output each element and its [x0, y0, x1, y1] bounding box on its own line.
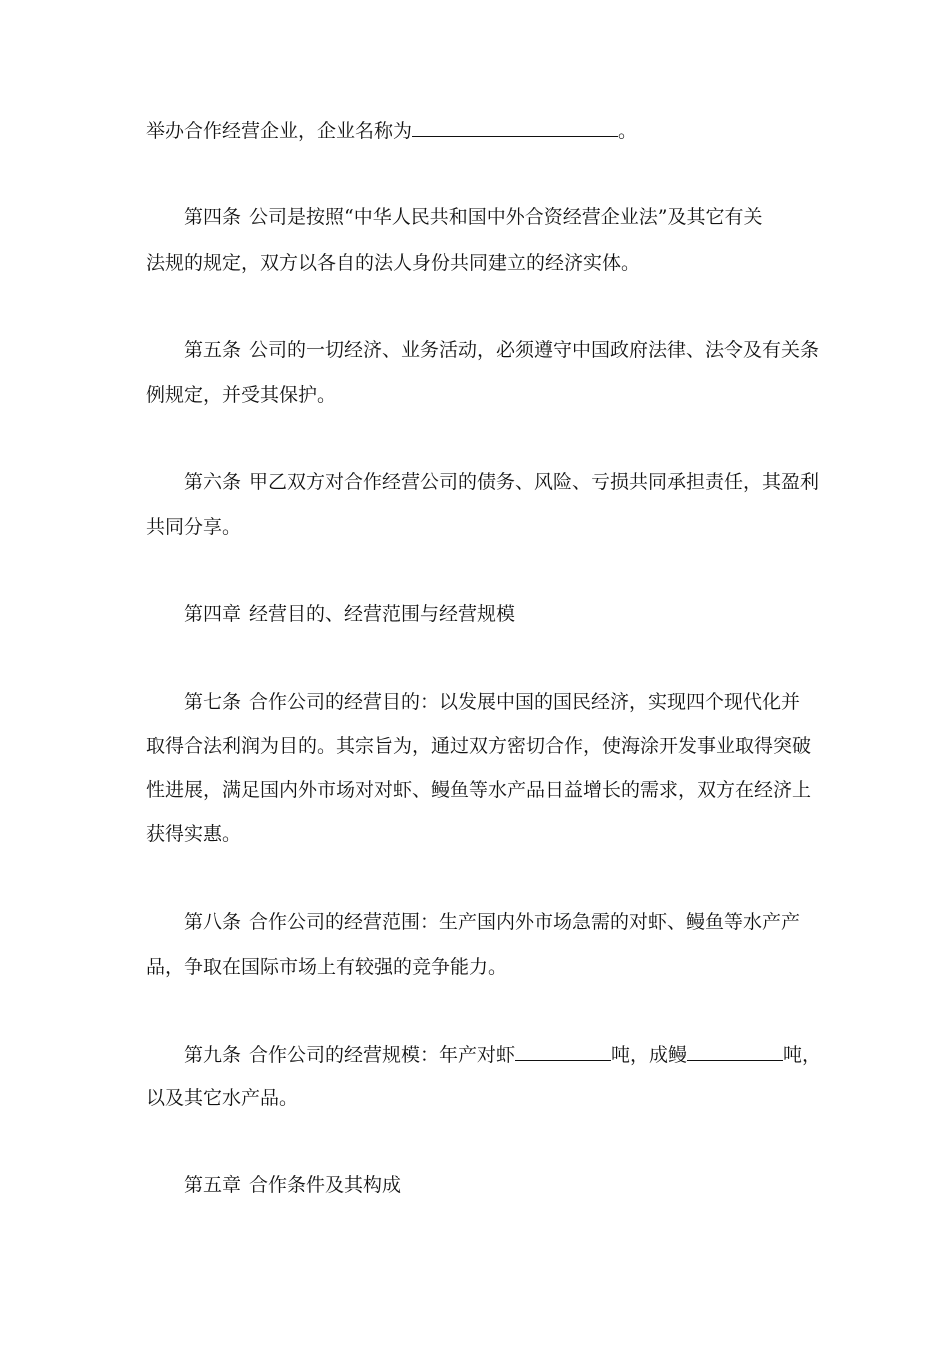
intro-text: 举办合作经营企业，企业名称为	[146, 120, 413, 142]
shrimp-tonnage-blank	[515, 1042, 611, 1061]
article-9-label: 第九条	[184, 1044, 242, 1066]
article-6-line-1	[184, 470, 854, 494]
article-7-line-4: 获得实惠。	[146, 823, 242, 845]
article-5-text-1: 公司的一切经济、业务活动，必须遵守中国政府法律、法令及有关条	[249, 339, 820, 361]
article-9-line-2: 以及其它水产品。	[146, 1087, 299, 1109]
article-9-line-1	[184, 1042, 854, 1067]
chapter-5-label: 第五章	[184, 1174, 242, 1196]
article-9-text-a: 合作公司的经营规模：年产对虾	[249, 1044, 516, 1066]
article-7-line-3: 性进展，满足国内外市场对对虾、鳗鱼等水产品日益增长的需求，双方在经济上	[146, 779, 812, 801]
article-8-line-2: 品，争取在国际市场上有较强的竞争能力。	[146, 956, 508, 978]
article-8-line-1	[184, 910, 854, 934]
article-5-line-1	[184, 338, 854, 362]
chapter-4-heading	[184, 602, 854, 626]
article-5-label: 第五条	[184, 339, 242, 361]
article-5-line-2: 例规定，并受其保护。	[146, 384, 337, 406]
chapter-5-heading	[184, 1173, 854, 1197]
article-6-text-1: 甲乙双方对合作经营公司的债务、风险、亏损共同承担责任，其盈利	[249, 471, 820, 493]
intro-end: 。	[618, 120, 638, 142]
article-8-label: 第八条	[184, 911, 242, 933]
article-6-label: 第六条	[184, 471, 242, 493]
article-4-text-1: 公司是按照“中华人民共和国中外合资经营企业法”及其它有关	[249, 206, 763, 228]
chapter-5-title: 合作条件及其构成	[249, 1174, 402, 1196]
article-6-line-2: 共同分享。	[146, 516, 242, 538]
article-4-label: 第四条	[184, 206, 242, 228]
article-7-label: 第七条	[184, 691, 242, 713]
chapter-4-title: 经营目的、经营范围与经营规模	[249, 603, 516, 625]
eel-tonnage-blank	[687, 1042, 783, 1061]
article-9-text-b: 吨，成鳗	[611, 1044, 688, 1066]
article-7-line-2: 取得合法利润为目的。其宗旨为，通过双方密切合作，使海涂开发事业取得突破	[146, 735, 812, 757]
article-4-line-1	[184, 205, 854, 229]
chapter-4-label: 第四章	[184, 603, 242, 625]
company-name-blank	[412, 118, 618, 137]
article-8-text-1: 合作公司的经营范围：生产国内外市场急需的对虾、鳗鱼等水产产	[249, 911, 801, 933]
article-4-line-2: 法规的规定，双方以各自的法人身份共同建立的经济实体。	[146, 252, 641, 274]
article-9-text-c: 吨，	[783, 1044, 822, 1066]
article-7-text-1: 合作公司的经营目的：以发展中国的国民经济，实现四个现代化并	[249, 691, 801, 713]
article-7-line-1	[184, 690, 854, 714]
paragraph-intro-line-1	[146, 118, 816, 143]
